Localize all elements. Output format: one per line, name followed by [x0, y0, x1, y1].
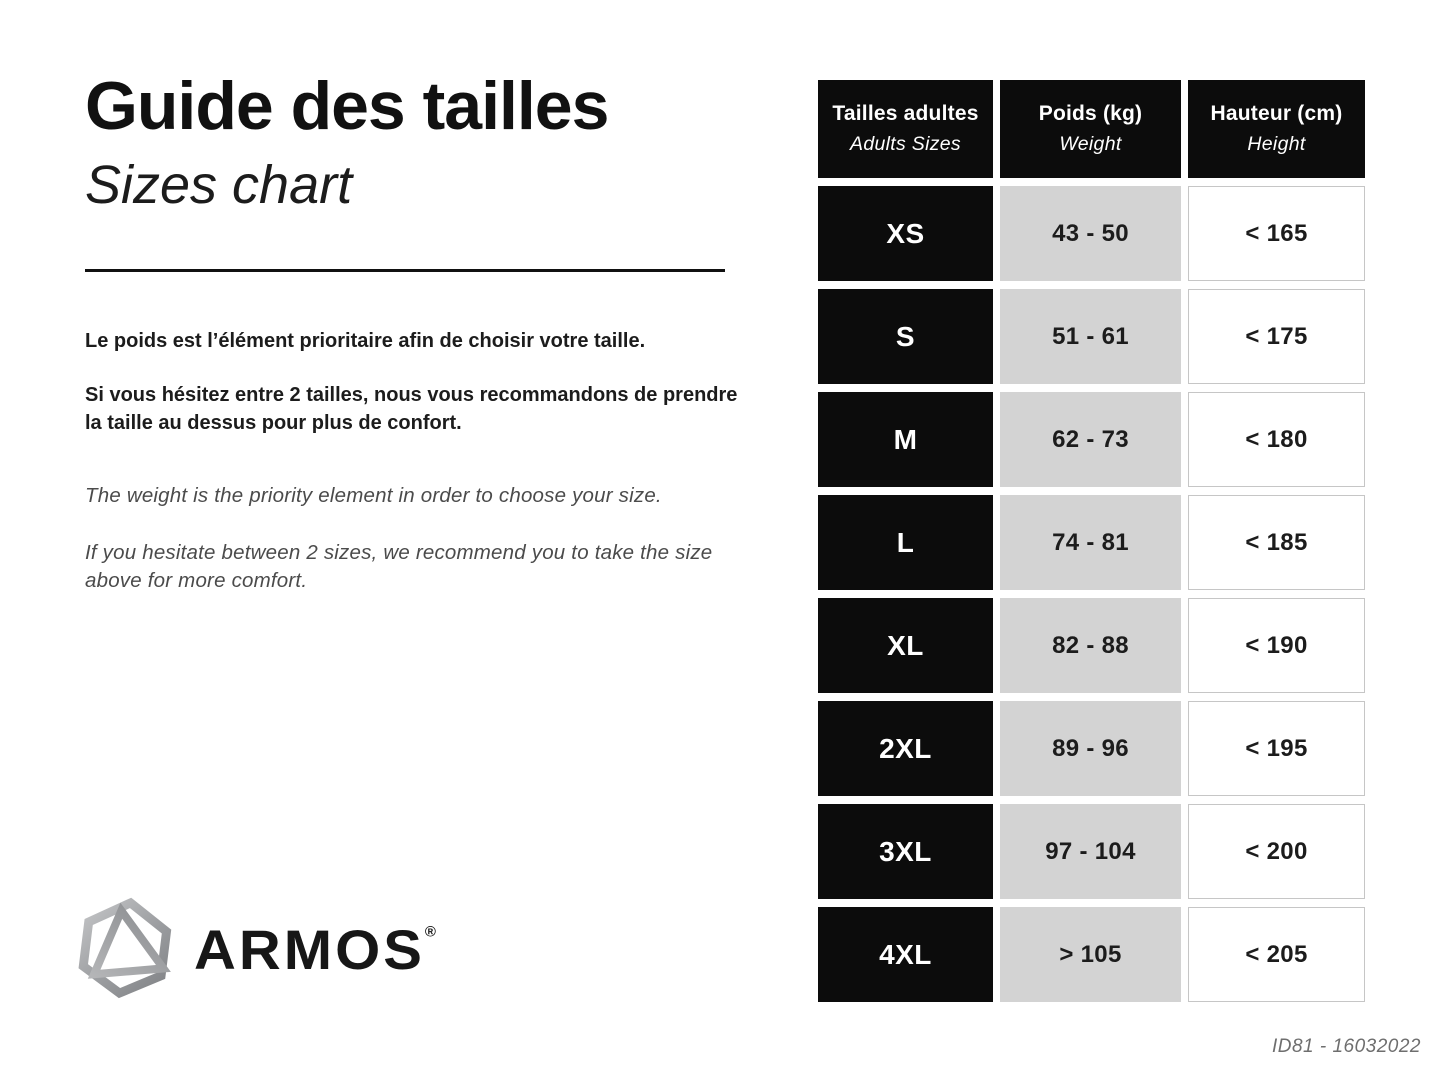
size-cell: 3XL: [818, 804, 993, 899]
column-header-weight-en: Weight: [1059, 133, 1122, 155]
size-cell: M: [818, 392, 993, 487]
weight-cell: 51 - 61: [1000, 289, 1181, 384]
height-cell: < 200: [1188, 804, 1365, 899]
column-header-weight-fr: Poids (kg): [1038, 102, 1143, 125]
weight-cell: 89 - 96: [1000, 701, 1181, 796]
column-header-sizes-fr: Tailles adultes: [832, 102, 979, 125]
document-id: ID81 - 16032022: [1271, 1036, 1421, 1057]
weight-cell: 97 - 104: [1000, 804, 1181, 899]
hexagon-triangle-emblem-icon: [76, 896, 174, 1005]
intro-french-size-advice: Si vous hésitez entre 2 tailles, nous vous recommandons de prendre la taille au dessus pour plus de confort.: [85, 384, 738, 434]
size-cell: S: [818, 289, 993, 384]
weight-cell: 74 - 81: [1000, 495, 1181, 590]
title-divider: [85, 269, 725, 272]
page-title-french: Guide des tailles: [85, 68, 609, 144]
brand-wordmark: ARMOS®: [194, 918, 436, 982]
column-header-sizes: [818, 80, 993, 178]
height-cell: < 195: [1188, 701, 1365, 796]
size-table: [818, 80, 1365, 1002]
weight-cell: > 105: [1000, 907, 1181, 1002]
column-header-height: [1188, 80, 1365, 178]
size-cell: XS: [818, 186, 993, 281]
registered-mark: ®: [424, 923, 436, 940]
armos-logo: [76, 896, 436, 1005]
height-cell: < 175: [1188, 289, 1365, 384]
page-title-english: Sizes chart: [85, 155, 353, 215]
column-header-height-en: Height: [1247, 133, 1306, 155]
column-header-sizes-en: Adults Sizes: [850, 133, 961, 155]
weight-cell: 82 - 88: [1000, 598, 1181, 693]
column-header-weight: [1000, 80, 1181, 178]
size-cell: L: [818, 495, 993, 590]
size-cell: 4XL: [818, 907, 993, 1002]
intro-english-weight-priority: The weight is the priority element in order to choose your size.: [85, 484, 662, 507]
size-cell: 2XL: [818, 701, 993, 796]
intro-french-weight-priority: Le poids est l’élément prioritaire afin de choisir votre taille.: [85, 330, 646, 352]
intro-english-size-advice: If you hesitate between 2 sizes, we recommend you to take the size above for more comfort.: [85, 541, 713, 593]
height-cell: < 165: [1188, 186, 1365, 281]
height-cell: < 180: [1188, 392, 1365, 487]
height-cell: < 205: [1188, 907, 1365, 1002]
weight-cell: 43 - 50: [1000, 186, 1181, 281]
weight-cell: 62 - 73: [1000, 392, 1181, 487]
column-header-height-fr: Hauteur (cm): [1210, 102, 1343, 125]
size-cell: XL: [818, 598, 993, 693]
height-cell: < 190: [1188, 598, 1365, 693]
height-cell: < 185: [1188, 495, 1365, 590]
